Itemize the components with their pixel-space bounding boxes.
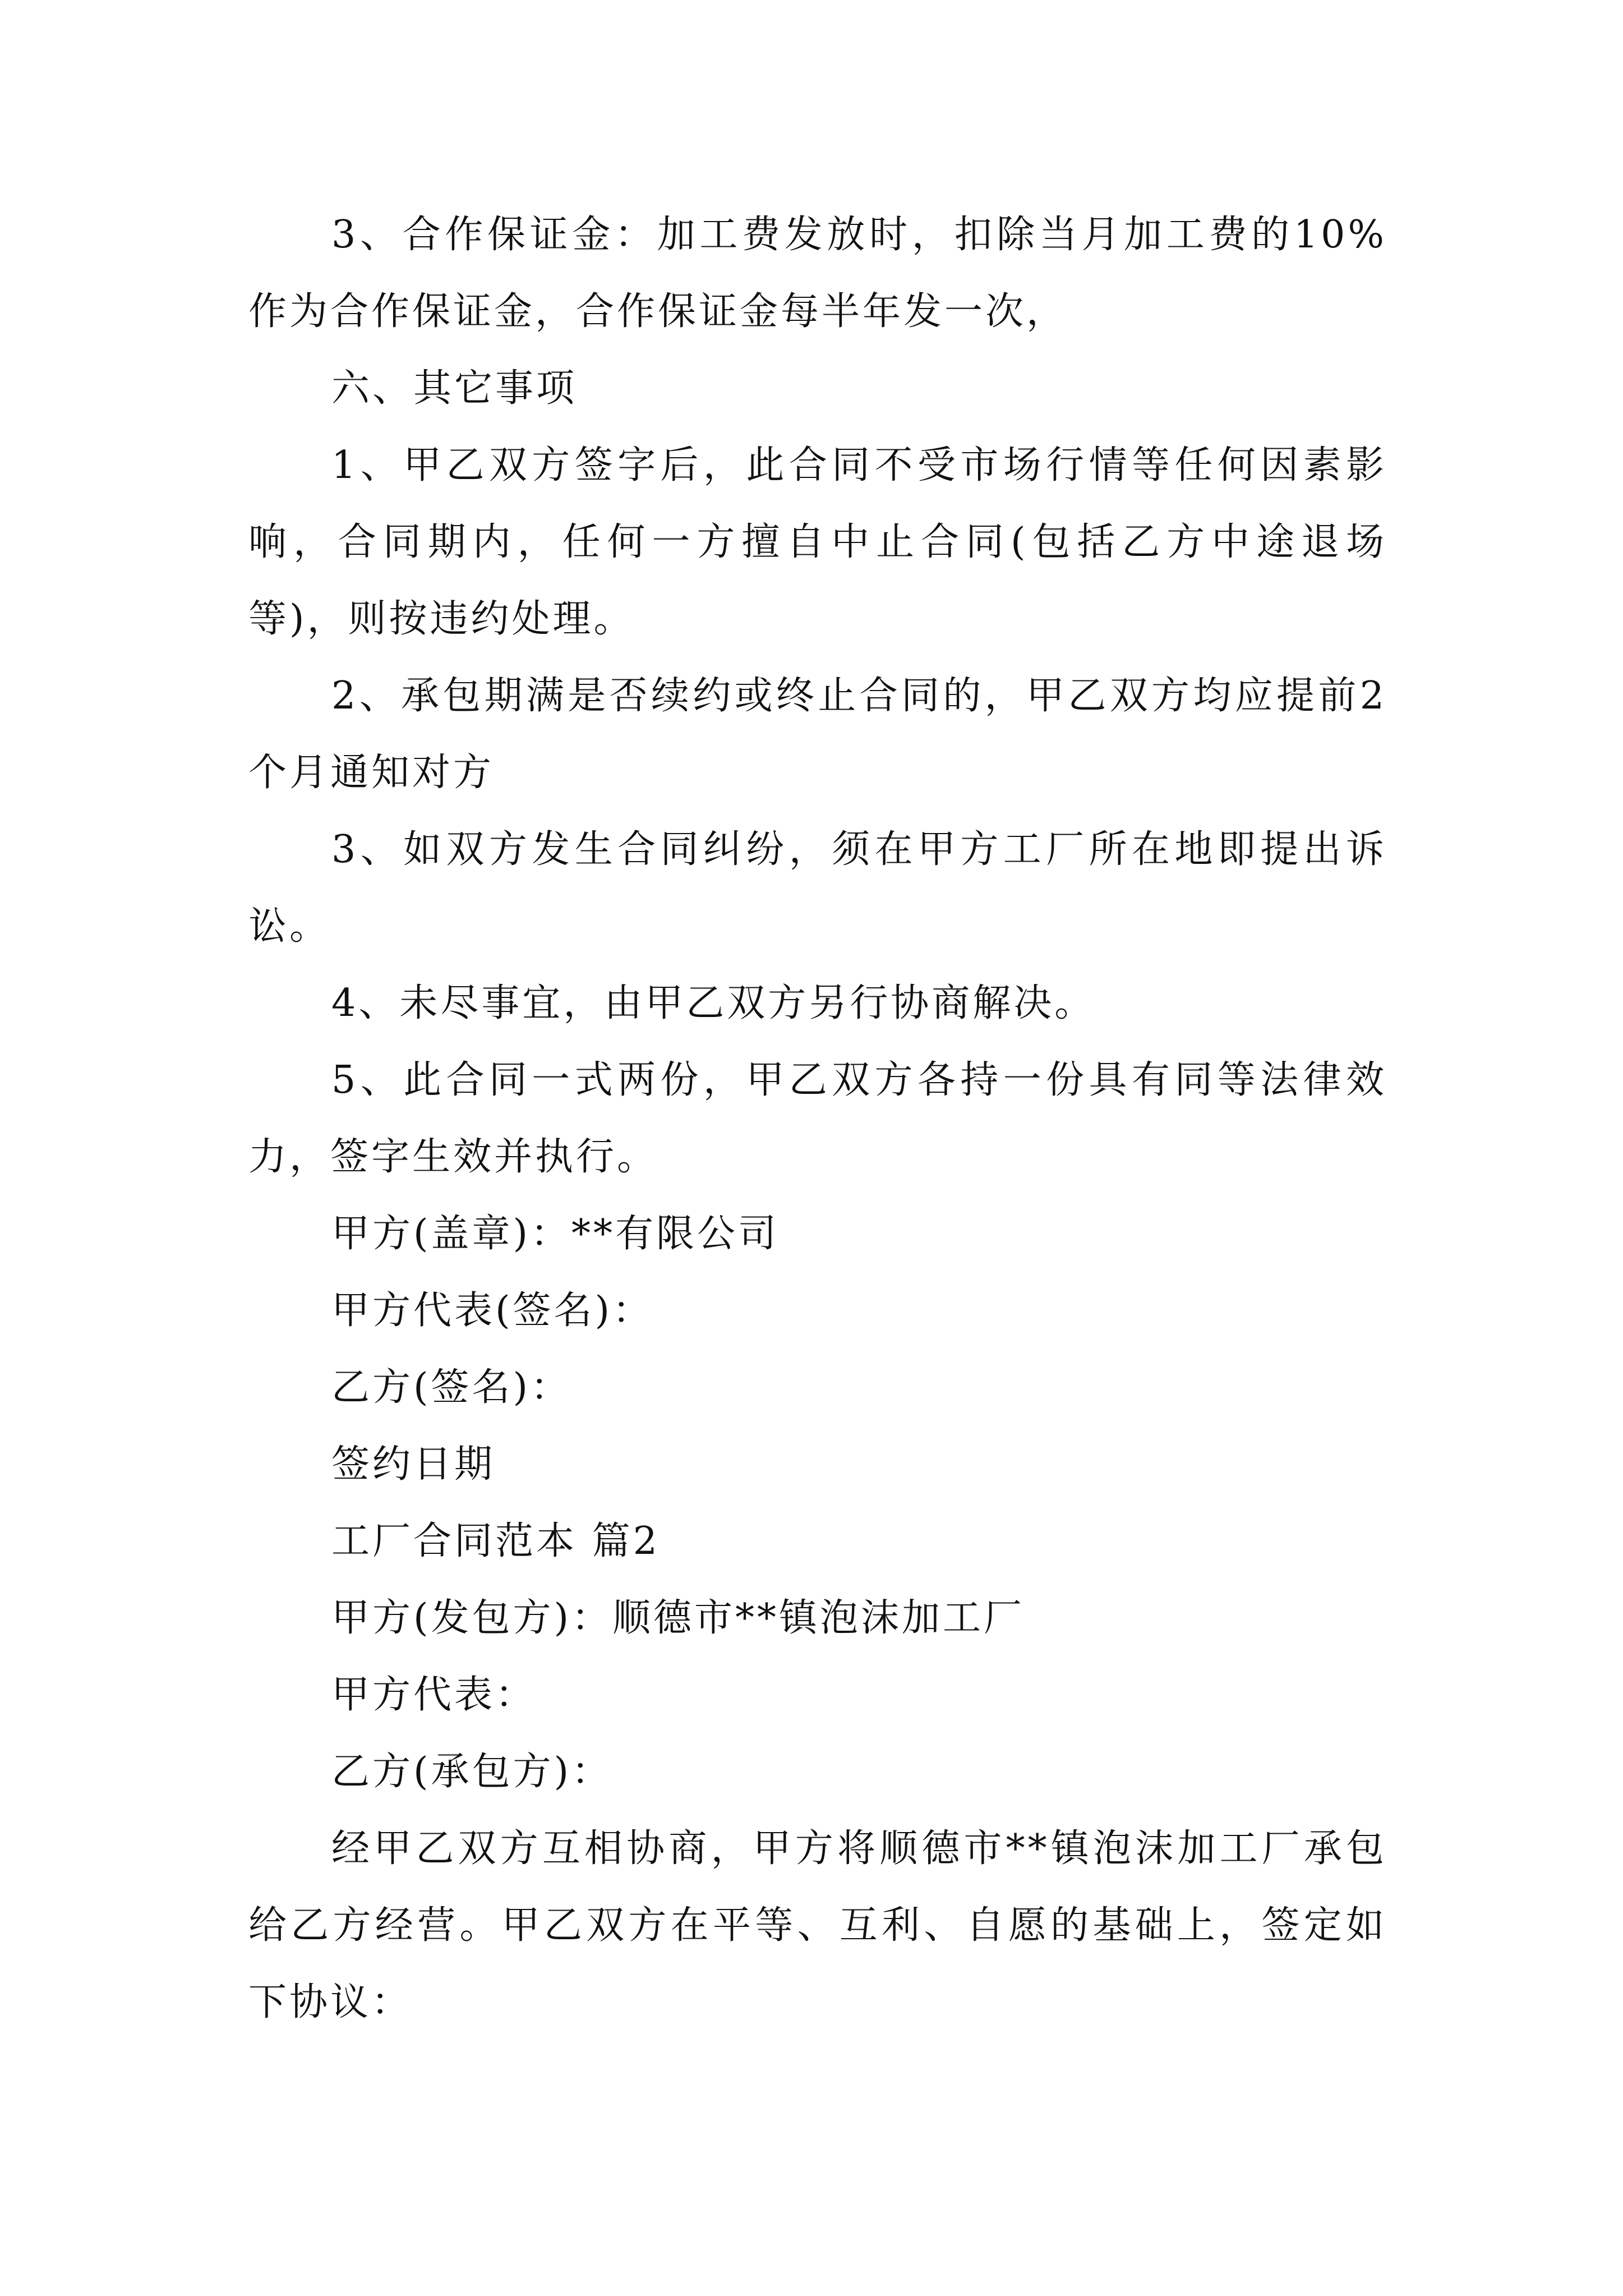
party-b-signature-line: 乙方(签名)： <box>331 1365 572 1410</box>
signing-date-line: 签约日期 <box>331 1442 496 1487</box>
party-a-contractor-line: 甲方(发包方)：顺德市**镇泡沫加工厂 <box>331 1596 1025 1640</box>
party-a-representative-line: 甲方代表： <box>331 1673 537 1717</box>
agreement-intro-paragraph: 经甲乙双方互相协商，甲方将顺德市**镇泡沫加工厂承包给乙方经营。甲乙双方在平等、互利、自愿的基础上，签定如下协议： <box>248 1826 1387 2024</box>
paragraph-item-4: 4、未尽事宜，由甲乙双方另行协商解决。 <box>331 981 1096 1025</box>
paragraph-item-1: 1、甲乙双方签字后，此合同不受市场行情等任何因素影响，合同期内，任何一方擅自中止合同(包括乙方中途退场等)，则按违约处理。 <box>248 443 1387 641</box>
paragraph-deposit: 3、合作保证金：加工费发放时，扣除当月加工费的10%作为合作保证金，合作保证金每半年发一次， <box>248 213 1387 334</box>
party-a-representative-signature-line: 甲方代表(签名)： <box>331 1289 654 1333</box>
party-a-seal-line: 甲方(盖章)：**有限公司 <box>331 1212 780 1256</box>
document-body <box>248 196 1387 2041</box>
paragraph-item-5: 5、此合同一式两份，甲乙双方各持一份具有同等法律效力，签字生效并执行。 <box>248 1058 1387 1179</box>
paragraph-item-3: 3、如双方发生合同纠纷，须在甲方工厂所在地即提出诉讼。 <box>248 827 1387 949</box>
paragraph-item-2: 2、承包期满是否续约或终止合同的，甲乙双方均应提前2个月通知对方 <box>248 674 1387 795</box>
section-heading-other-matters: 六、其它事项 <box>331 366 578 411</box>
party-b-contractor-line: 乙方(承包方)： <box>331 1750 613 1794</box>
contract-template-title: 工厂合同范本 篇2 <box>331 1519 660 1563</box>
